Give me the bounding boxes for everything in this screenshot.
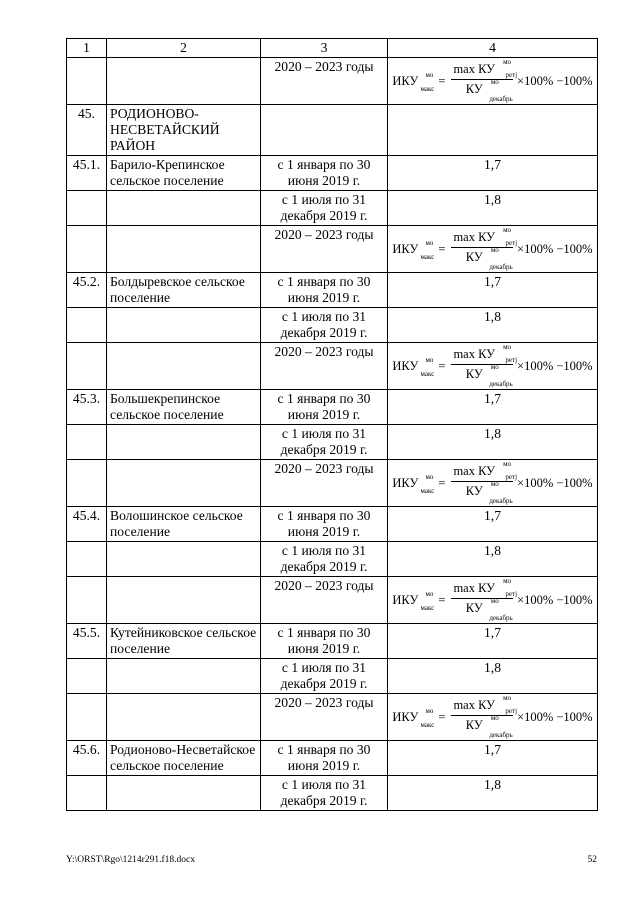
formula-denominator: КУ мо декабрь	[465, 78, 513, 103]
row-value: 1,8	[388, 191, 598, 226]
formula-tail: ×100% −100%	[517, 74, 593, 88]
row-name	[107, 343, 261, 390]
formula-equals: =	[438, 74, 446, 88]
formula-denominator: КУ мо декабрь	[465, 480, 513, 505]
formula-numerator: max КУ мо ретj	[453, 460, 518, 481]
row-name	[107, 659, 261, 694]
formula-fraction	[451, 694, 518, 739]
row-period	[261, 105, 388, 156]
row-value	[388, 577, 598, 624]
formula-denominator: КУ мо декабрь	[465, 714, 513, 739]
table-row	[67, 191, 598, 226]
table-row	[67, 390, 598, 425]
row-value	[388, 460, 598, 507]
header-col-2: 2	[107, 39, 261, 58]
formula-numerator: max КУ мо ретj	[453, 343, 518, 364]
row-name	[107, 308, 261, 343]
row-period: с 1 июля по 31 декабря 2019 г.	[261, 542, 388, 577]
row-period: 2020 – 2023 годы	[261, 694, 388, 741]
formula-fraction	[451, 460, 518, 505]
formula-equals: =	[438, 476, 446, 490]
row-number: 45.2.	[67, 273, 107, 308]
formula-numerator: max КУ мо ретj	[453, 577, 518, 598]
row-name	[107, 577, 261, 624]
row-period: с 1 января по 30 июня 2019 г.	[261, 624, 388, 659]
footer-page-number: 52	[587, 855, 597, 865]
row-name: Родионово-Несветайское сельское поселение	[107, 741, 261, 776]
table-header-row	[67, 39, 598, 58]
formula-lhs: ИКУ мо макс	[392, 239, 435, 261]
formula-lhs: ИКУ мо макс	[392, 707, 435, 729]
formula-lhs: ИКУ мо макс	[392, 590, 435, 612]
index-formula	[391, 460, 594, 505]
row-number: 45.1.	[67, 156, 107, 191]
row-number	[67, 58, 107, 105]
row-period: с 1 июля по 31 декабря 2019 г.	[261, 425, 388, 460]
formula-numerator: max КУ мо ретj	[453, 226, 518, 247]
row-period: с 1 января по 30 июня 2019 г.	[261, 273, 388, 308]
formula-tail: ×100% −100%	[517, 242, 593, 256]
row-number: 45.4.	[67, 507, 107, 542]
table-row	[67, 741, 598, 776]
row-number: 45.5.	[67, 624, 107, 659]
row-value: 1,7	[388, 507, 598, 542]
row-number: 45.3.	[67, 390, 107, 425]
row-number	[67, 308, 107, 343]
row-period: с 1 января по 30 июня 2019 г.	[261, 507, 388, 542]
formula-fraction	[451, 343, 518, 388]
row-number	[67, 542, 107, 577]
row-name	[107, 425, 261, 460]
row-number	[67, 776, 107, 811]
index-formula	[391, 694, 594, 739]
row-value	[388, 58, 598, 105]
table-row	[67, 105, 598, 156]
table-row	[67, 273, 598, 308]
row-value: 1,7	[388, 624, 598, 659]
row-period: с 1 января по 30 июня 2019 г.	[261, 741, 388, 776]
formula-tail: ×100% −100%	[517, 476, 593, 490]
row-value: 1,7	[388, 741, 598, 776]
row-period: 2020 – 2023 годы	[261, 226, 388, 273]
row-value: 1,8	[388, 425, 598, 460]
row-value: 1,8	[388, 308, 598, 343]
row-name: РОДИОНОВО-НЕСВЕТАЙСКИЙ РАЙОН	[107, 105, 261, 156]
table-row	[67, 542, 598, 577]
table-row	[67, 308, 598, 343]
formula-lhs: ИКУ мо макс	[392, 473, 435, 495]
table-row	[67, 507, 598, 542]
row-value: 1,8	[388, 776, 598, 811]
row-value: 1,7	[388, 156, 598, 191]
table-row	[67, 624, 598, 659]
row-number	[67, 659, 107, 694]
formula-denominator: КУ мо декабрь	[465, 246, 513, 271]
row-value	[388, 343, 598, 390]
row-name: Болдыревское сельское поселение	[107, 273, 261, 308]
formula-equals: =	[438, 359, 446, 373]
table-row	[67, 425, 598, 460]
formula-equals: =	[438, 593, 446, 607]
row-period: с 1 января по 30 июня 2019 г.	[261, 156, 388, 191]
header-col-4: 4	[388, 39, 598, 58]
row-value: 1,8	[388, 659, 598, 694]
header-col-3: 3	[261, 39, 388, 58]
row-name	[107, 542, 261, 577]
table-row	[67, 460, 598, 507]
row-value	[388, 226, 598, 273]
formula-fraction	[451, 577, 518, 622]
row-value: 1,8	[388, 542, 598, 577]
table-row	[67, 58, 598, 105]
index-formula	[391, 58, 594, 103]
row-number	[67, 425, 107, 460]
row-name: Кутейниковское сельское поселение	[107, 624, 261, 659]
table-row	[67, 343, 598, 390]
row-name	[107, 191, 261, 226]
formula-lhs: ИКУ мо макс	[392, 71, 435, 93]
formula-tail: ×100% −100%	[517, 359, 593, 373]
row-name: Барило-Крепинское сельское поселение	[107, 156, 261, 191]
row-value	[388, 694, 598, 741]
formula-equals: =	[438, 710, 446, 724]
row-number	[67, 460, 107, 507]
formula-denominator: КУ мо декабрь	[465, 597, 513, 622]
row-name: Волошинское сельское поселение	[107, 507, 261, 542]
row-name	[107, 694, 261, 741]
row-value: 1,7	[388, 390, 598, 425]
row-period: 2020 – 2023 годы	[261, 577, 388, 624]
row-name	[107, 776, 261, 811]
row-value: 1,7	[388, 273, 598, 308]
formula-fraction	[451, 226, 518, 271]
row-number	[67, 191, 107, 226]
row-period: с 1 января по 30 июня 2019 г.	[261, 390, 388, 425]
row-number	[67, 577, 107, 624]
row-number: 45.	[67, 105, 107, 156]
index-formula	[391, 226, 594, 271]
row-period: 2020 – 2023 годы	[261, 460, 388, 507]
table-row	[67, 776, 598, 811]
formula-numerator: max КУ мо ретj	[453, 58, 518, 79]
row-name	[107, 58, 261, 105]
row-value	[388, 105, 598, 156]
row-period: с 1 июля по 31 декабря 2019 г.	[261, 659, 388, 694]
row-name	[107, 226, 261, 273]
row-number	[67, 694, 107, 741]
formula-tail: ×100% −100%	[517, 593, 593, 607]
row-period: 2020 – 2023 годы	[261, 343, 388, 390]
row-name: Большекрепинское сельское поселение	[107, 390, 261, 425]
footer-file-path: Y:\ORST\Rgo\1214r291.f18.docx	[66, 855, 195, 865]
formula-equals: =	[438, 242, 446, 256]
row-number	[67, 226, 107, 273]
formula-fraction	[451, 58, 518, 103]
index-formula	[391, 343, 594, 388]
row-number	[67, 343, 107, 390]
table-row	[67, 659, 598, 694]
row-period: с 1 июля по 31 декабря 2019 г.	[261, 191, 388, 226]
table-row	[67, 156, 598, 191]
formula-numerator: max КУ мо ретj	[453, 694, 518, 715]
header-col-1: 1	[67, 39, 107, 58]
formula-lhs: ИКУ мо макс	[392, 356, 435, 378]
table-row	[67, 694, 598, 741]
row-period: с 1 июля по 31 декабря 2019 г.	[261, 776, 388, 811]
table-row	[67, 577, 598, 624]
index-formula	[391, 577, 594, 622]
formula-tail: ×100% −100%	[517, 710, 593, 724]
row-number: 45.6.	[67, 741, 107, 776]
row-name	[107, 460, 261, 507]
row-period: с 1 июля по 31 декабря 2019 г.	[261, 308, 388, 343]
row-period: 2020 – 2023 годы	[261, 58, 388, 105]
tariff-table	[66, 38, 598, 811]
formula-denominator: КУ мо декабрь	[465, 363, 513, 388]
table-row	[67, 226, 598, 273]
